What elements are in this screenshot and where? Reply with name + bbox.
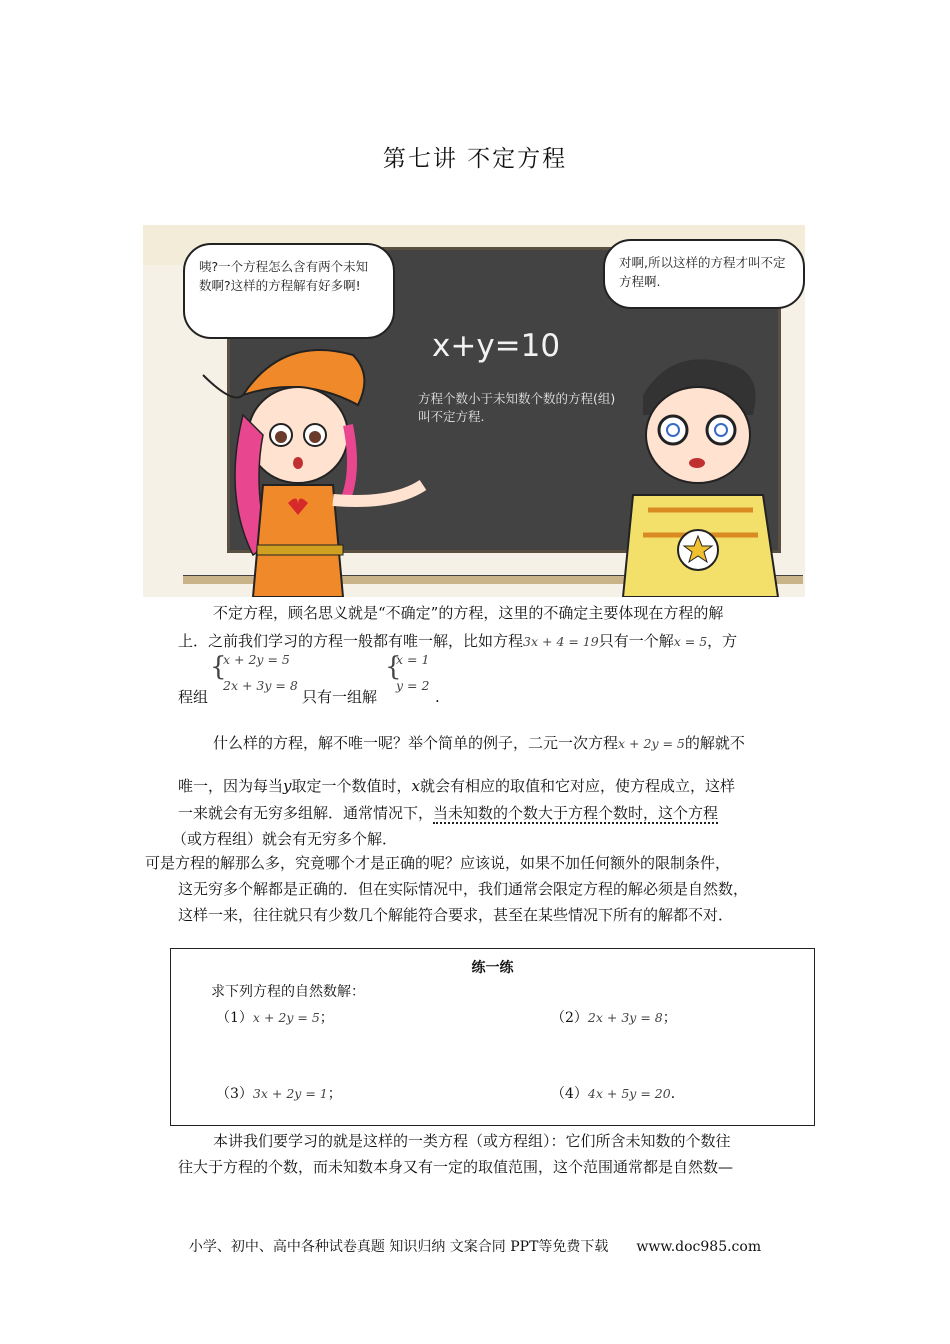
equation-inline: x = 5 bbox=[673, 634, 708, 649]
practice-prompt: 求下列方程的自然数解： bbox=[211, 984, 365, 1000]
text-segment: 唯一，因为每当 bbox=[178, 777, 284, 795]
paragraph-4-line-1: 本讲我们要学习的就是这样的一类方程（或方程组）：它们所含未知数的个数往 bbox=[213, 1132, 731, 1150]
paragraph-3-line-1: 可是方程的解那么多，究竟哪个才是正确的呢？应该说，如果不加任何额外的限制条件， bbox=[145, 854, 731, 872]
practice-item-1 bbox=[216, 1005, 334, 1031]
paragraph-1-line-2 bbox=[178, 628, 737, 655]
item-end: ； bbox=[327, 1086, 342, 1102]
text-segment: 只有一个解 bbox=[598, 632, 674, 650]
text-segment: 什么样的方程，解不唯一呢？举个简单的例子，二元一次方程 bbox=[213, 734, 619, 752]
item-end: ； bbox=[662, 1010, 677, 1026]
item-end: ； bbox=[319, 1010, 334, 1026]
system-1-equation-1: x + 2y = 5 bbox=[223, 652, 290, 667]
system-1-equation-2: 2x + 3y = 8 bbox=[223, 678, 298, 693]
paragraph-2-line-2 bbox=[178, 773, 735, 799]
paragraph-3-line-3: 这样一来，往往就只有少数几个解能符合要求，甚至在某些情况下所有的解都不对． bbox=[178, 906, 734, 924]
equation-inline: x + 2y = 5 bbox=[618, 736, 685, 751]
item-number: （4） bbox=[551, 1086, 588, 1102]
item-equation: 2x + 3y = 8 bbox=[587, 1010, 663, 1025]
girl-character bbox=[183, 335, 463, 597]
paragraph-2-line-1 bbox=[213, 730, 745, 757]
practice-item-2 bbox=[551, 1005, 677, 1031]
system-2-equation-2: y = 2 bbox=[396, 678, 430, 693]
page-footer: 小学、初中、高中各种试卷真题 知识归纳 文案合同 PPT等免费下载 www.doc985.com bbox=[188, 1239, 762, 1255]
variable-x: x bbox=[411, 777, 420, 795]
paragraph-2-line-4: （或方程组）就会有无穷多个解． bbox=[172, 830, 398, 848]
speech-bubble-girl: 咦?一个方程怎么含有两个未知数啊?这样的方程解有好多啊! bbox=[183, 243, 395, 339]
item-number: （2） bbox=[551, 1010, 588, 1026]
practice-box bbox=[170, 948, 815, 1126]
board-definition: 方程个数小于未知数个数的方程(组)叫不定方程. bbox=[418, 391, 616, 424]
variable-y: y bbox=[283, 777, 292, 795]
paragraph-2-line-3 bbox=[178, 800, 718, 826]
text-segment: 的解就不 bbox=[684, 734, 745, 752]
text-segment: 取定一个数值时， bbox=[291, 777, 412, 795]
system-2-equation-1: x = 1 bbox=[396, 652, 430, 667]
item-equation: x + 2y = 5 bbox=[252, 1010, 320, 1025]
comic-illustration bbox=[143, 225, 805, 597]
boy-character bbox=[613, 345, 803, 597]
paragraph-3-line-2: 这无穷多个解都是正确的．但在实际情况中，我们通常会限定方程的解必须是自然数， bbox=[178, 880, 749, 898]
speech-bubble-boy: 对啊,所以这样的方程才叫不定方程啊. bbox=[603, 239, 805, 309]
paragraph-1-line-3-label: 程组 bbox=[178, 688, 209, 706]
practice-item-3 bbox=[216, 1081, 342, 1107]
system-brace-1: { bbox=[210, 652, 227, 682]
system-brace-2: { bbox=[385, 652, 402, 682]
text-segment: ，方 bbox=[707, 632, 738, 650]
item-number: （1） bbox=[216, 1010, 253, 1026]
practice-item-4 bbox=[551, 1081, 685, 1107]
page-title: 第七讲 不定方程 bbox=[382, 146, 568, 172]
paragraph-1-line-3-text: 只有一组解 bbox=[302, 688, 378, 706]
item-number: （3） bbox=[216, 1086, 253, 1102]
text-segment: 上．之前我们学习的方程一般都有唯一解，比如方程 bbox=[178, 632, 524, 650]
text-segment: 一来就会有无穷多组解．通常情况下， bbox=[178, 804, 434, 822]
item-end: ． bbox=[670, 1086, 685, 1102]
item-equation: 4x + 5y = 20 bbox=[587, 1086, 671, 1101]
paragraph-4-line-2: 往大于方程的个数，而未知数本身又有一定的取值范围，这个范围通常都是自然数— bbox=[178, 1158, 734, 1176]
practice-heading: 练一练 bbox=[471, 960, 514, 976]
paragraph-1-line-3-end: . bbox=[435, 688, 440, 706]
emphasized-text: 当未知数的个数大于方程个数时，这个方程 bbox=[433, 804, 719, 822]
item-equation: 3x + 2y = 1 bbox=[252, 1086, 328, 1101]
text-segment: 就会有相应的取值和它对应，使方程成立，这样 bbox=[419, 777, 735, 795]
board-equation: x+y=10 bbox=[432, 328, 561, 364]
equation-inline: 3x + 4 = 19 bbox=[523, 634, 599, 649]
paragraph-1-line-1: 不定方程，顾名思义就是“不确定”的方程，这里的不确定主要体现在方程的解 bbox=[213, 604, 724, 622]
